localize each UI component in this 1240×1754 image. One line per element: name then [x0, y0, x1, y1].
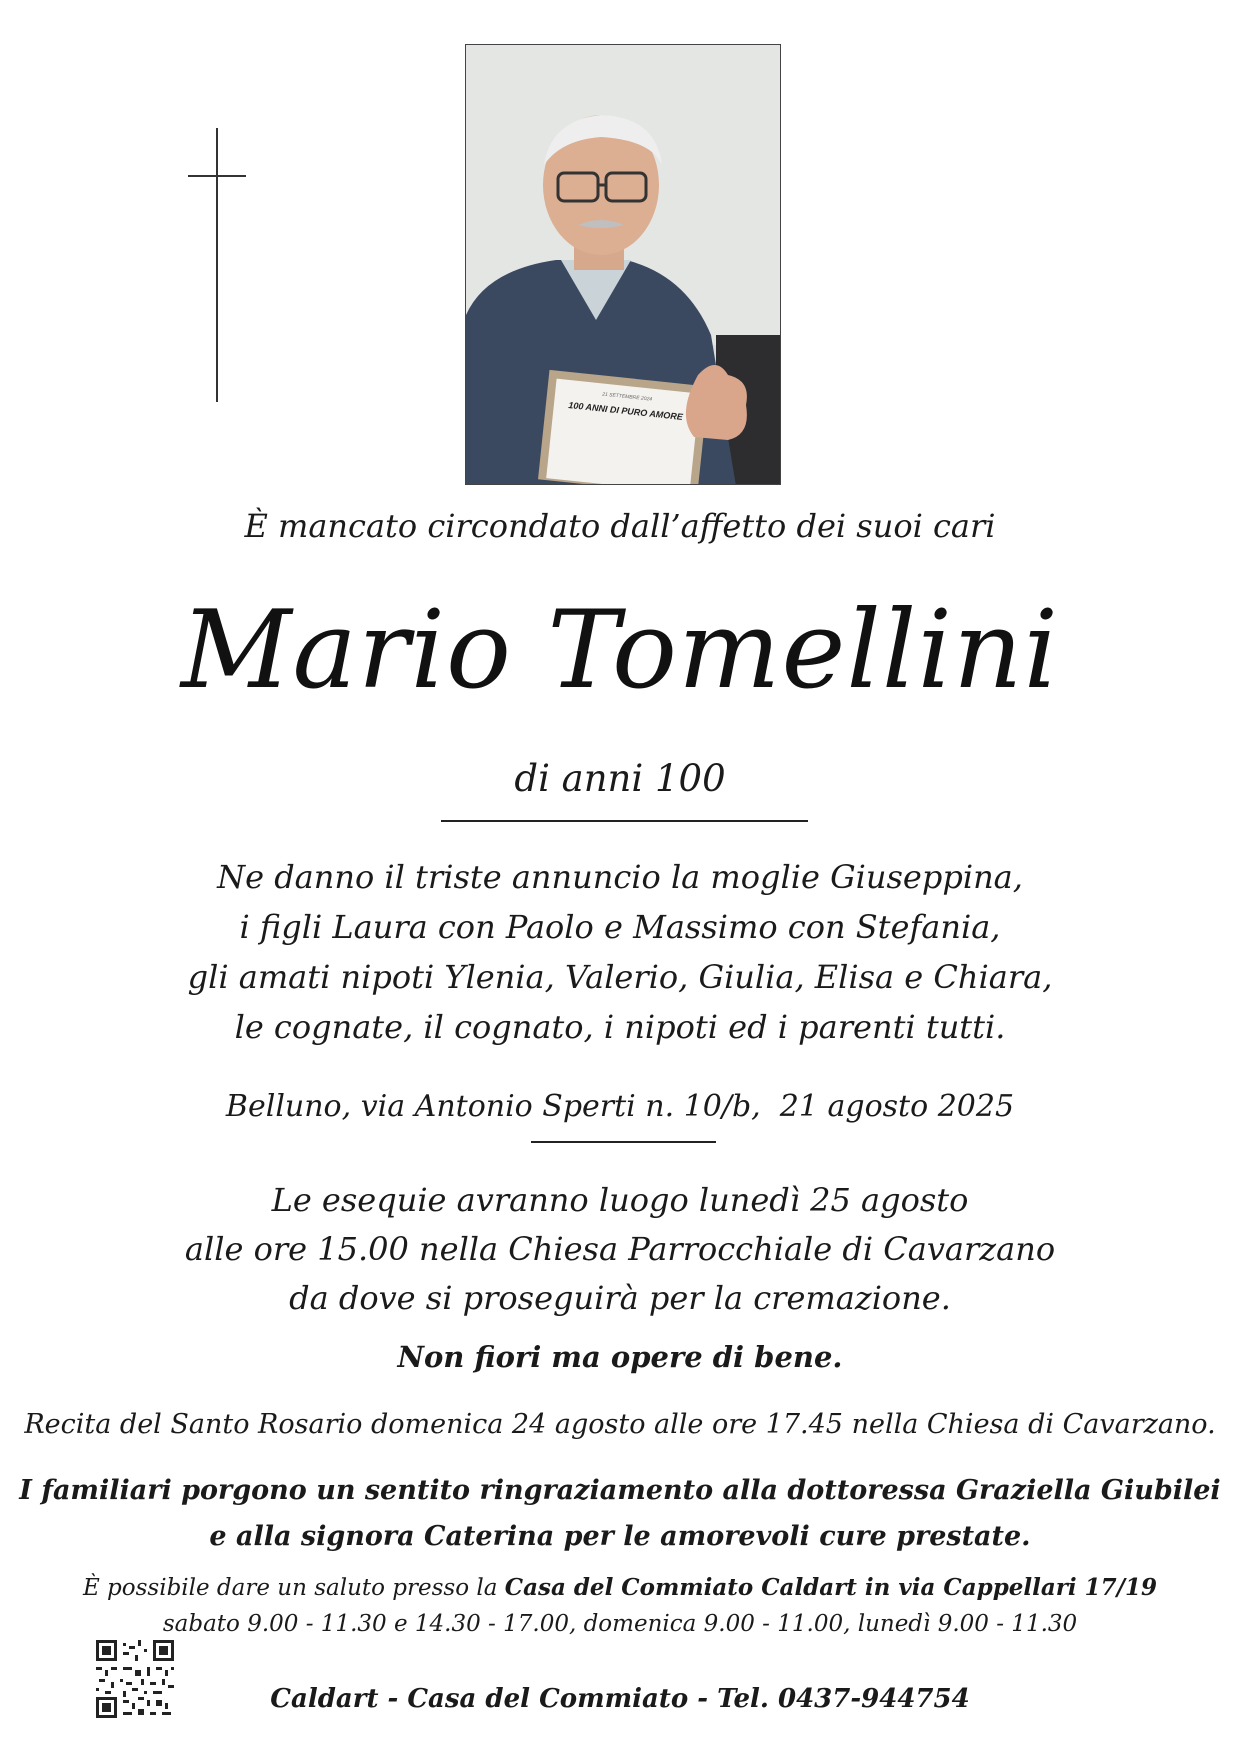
family-line: gli amati nipoti Ylenia, Valerio, Giulia, Elisa e Chiara, [187, 958, 1053, 996]
family-announcement [0, 852, 1240, 1052]
thanks-line: e alla signora Caterina per le amorevoli cure prestate. [209, 1521, 1031, 1552]
place-date: Belluno, via Antonio Sperti n. 10/b, 21 agosto 2025 [225, 1089, 1015, 1124]
divider [531, 1141, 716, 1143]
thanks-note [0, 1468, 1240, 1560]
plaque-date: 21 SETTEMBRE 2024 [601, 391, 653, 403]
age-text: di anni 100 [514, 757, 726, 800]
portrait-photo [465, 44, 781, 485]
funeral-line: alle ore 15.00 nella Chiesa Parrocchiale di Cavarzano [184, 1230, 1056, 1268]
footer-contact: Caldart - Casa del Commiato - Tel. 0437-944754 [270, 1684, 970, 1714]
rosary-info: Recita del Santo Rosario domenica 24 agosto alle ore 17.45 nella Chiesa di Cavarzano. [24, 1409, 1216, 1440]
visit-place: Casa del Commiato Caldart in via Cappellari 17/19 [504, 1574, 1158, 1601]
flowers-note: Non fiori ma opere di bene. [397, 1340, 843, 1374]
deceased-name: Mario Tomellini [180, 588, 1060, 713]
plaque-title: 100 ANNI DI PURO AMORE [567, 400, 684, 422]
intro-text: È mancato circondato dall’affetto dei suoi cari [244, 507, 996, 545]
funeral-info [0, 1176, 1240, 1323]
family-line: i figli Laura con Paolo e Massimo con Stefania, [239, 908, 1001, 946]
thanks-line: I familiari porgono un sentito ringraziamento alla dottoressa Graziella Giubilei [19, 1475, 1221, 1506]
funeral-line: Le esequie avranno luogo lunedì 25 agosto [271, 1181, 969, 1219]
visit-info [0, 1570, 1240, 1642]
cross-icon-horizontal [188, 175, 246, 177]
funeral-line: da dove si proseguirà per la cremazione. [289, 1279, 951, 1317]
family-line: le cognate, il cognato, i nipoti ed i parenti tutti. [234, 1008, 1006, 1046]
cross-icon-vertical [216, 128, 218, 402]
divider [441, 820, 808, 822]
family-line: Ne danno il triste annuncio la moglie Giuseppina, [217, 858, 1023, 896]
visit-prefix: È possibile dare un saluto presso la [82, 1575, 505, 1601]
visit-hours: sabato 9.00 - 11.30 e 14.30 - 17.00, domenica 9.00 - 11.00, lunedì 9.00 - 11.30 [162, 1611, 1078, 1637]
